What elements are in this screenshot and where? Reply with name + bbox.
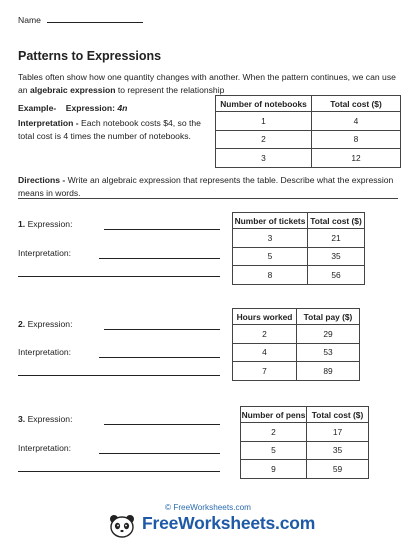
- intro-text-1: Tables often show how one quantity changes with another. When the pattern continues, we can use an: [18, 72, 396, 95]
- table-cell: 8: [312, 130, 401, 149]
- interpretation-answer-line[interactable]: [99, 258, 220, 259]
- problem-number: 1.: [18, 219, 26, 229]
- expression-label: Expression:: [27, 414, 73, 424]
- interpretation-answer-line[interactable]: [18, 471, 220, 472]
- example-interp-label: Interpretation -: [18, 118, 79, 128]
- table-cell: 35: [308, 247, 365, 266]
- table-row: [233, 247, 365, 266]
- table-header-row: [233, 213, 365, 229]
- problem-2-interpretation-label: Interpretation:: [18, 347, 72, 357]
- table-cell: 59: [307, 460, 369, 479]
- table-header: Hours worked: [233, 309, 297, 325]
- table-cell: 2: [241, 423, 307, 442]
- name-label: Name: [18, 15, 41, 25]
- section-divider: [18, 198, 398, 199]
- problem-3-table: [240, 406, 369, 479]
- table-cell: 8: [233, 266, 308, 285]
- table-cell: 3: [233, 229, 308, 248]
- expression-answer-line[interactable]: [104, 229, 220, 230]
- table-cell: 21: [308, 229, 365, 248]
- problem-1-expression: [18, 218, 72, 231]
- table-header: Number of tickets: [233, 213, 308, 229]
- name-field: [18, 14, 143, 27]
- table-row: [216, 149, 401, 168]
- problem-number: 3.: [18, 414, 26, 424]
- table-row: [241, 441, 369, 460]
- intro-text-2: to represent the relationship: [115, 85, 225, 95]
- table-header: Total cost ($): [312, 96, 401, 112]
- problem-number: 2.: [18, 319, 26, 329]
- table-cell: 2: [216, 130, 312, 149]
- table-cell: 12: [312, 149, 401, 168]
- table-cell: 53: [297, 343, 360, 362]
- table-cell: 4: [233, 343, 297, 362]
- table-cell: 9: [241, 460, 307, 479]
- table-cell: 56: [308, 266, 365, 285]
- brand-logo-text[interactable]: FreeWorksheets.com: [142, 513, 316, 533]
- interpretation-answer-line[interactable]: [99, 453, 220, 454]
- table-row: [216, 130, 401, 149]
- example-interp-text: Each notebook costs $4, so the total cost is 4 times the number of notebooks.: [18, 118, 201, 141]
- example-interpretation: [18, 117, 218, 143]
- intro-paragraph: [18, 71, 398, 97]
- footer-copyright[interactable]: © FreeWorksheets.com: [165, 503, 251, 512]
- table-header: Number of pens: [241, 407, 307, 423]
- problem-2-table: [232, 308, 360, 381]
- table-cell: 5: [241, 441, 307, 460]
- intro-emphasis: algebraic expression: [29, 85, 116, 95]
- table-row: [233, 325, 360, 344]
- expression-label: Expression:: [27, 219, 73, 229]
- expression-label: Expression:: [27, 319, 73, 329]
- interpretation-answer-line[interactable]: [99, 357, 220, 358]
- directions-label: Directions -: [18, 175, 66, 185]
- table-header: Total cost ($): [307, 407, 369, 423]
- interpretation-answer-line[interactable]: [18, 276, 220, 277]
- problem-3-interpretation-label: Interpretation:: [18, 443, 72, 453]
- table-row: [233, 362, 360, 381]
- name-line: [47, 14, 143, 23]
- table-cell: 5: [233, 247, 308, 266]
- directions: [18, 174, 398, 200]
- problem-1-table: [232, 212, 365, 285]
- page-title: Patterns to Expressions: [18, 49, 162, 63]
- expression-answer-line[interactable]: [104, 424, 220, 425]
- example-expression-label: Expression:: [65, 103, 115, 113]
- table-row: [241, 460, 369, 479]
- table-row: [233, 229, 365, 248]
- table-header: Total cost ($): [308, 213, 365, 229]
- table-row: [241, 423, 369, 442]
- table-cell: 2: [233, 325, 297, 344]
- table-cell: 7: [233, 362, 297, 381]
- table-cell: 29: [297, 325, 360, 344]
- table-cell: 35: [307, 441, 369, 460]
- directions-text: Write an algebraic expression that represents the table. Describe what the expression means in words.: [18, 175, 394, 198]
- problem-1-interpretation-label: Interpretation:: [18, 248, 72, 258]
- table-cell: 3: [216, 149, 312, 168]
- interpretation-answer-line[interactable]: [18, 375, 220, 376]
- example-label: Example-: [18, 103, 57, 113]
- table-cell: 17: [307, 423, 369, 442]
- table-header-row: [216, 96, 401, 112]
- table-cell: 89: [297, 362, 360, 381]
- table-header-row: [233, 309, 360, 325]
- table-header: Number of notebooks: [216, 96, 312, 112]
- table-cell: 1: [216, 112, 312, 131]
- table-row: [216, 112, 401, 131]
- example-table: [215, 95, 401, 168]
- example-heading: [18, 102, 127, 115]
- table-header-row: [241, 407, 369, 423]
- table-row: [233, 343, 360, 362]
- table-row: [233, 266, 365, 285]
- table-header: Total pay ($): [297, 309, 360, 325]
- example-expression: 4n: [117, 103, 128, 113]
- panda-icon: [108, 514, 136, 539]
- expression-answer-line[interactable]: [104, 329, 220, 330]
- table-cell: 4: [312, 112, 401, 131]
- problem-2-expression: [18, 318, 72, 331]
- problem-3-expression: [18, 413, 72, 426]
